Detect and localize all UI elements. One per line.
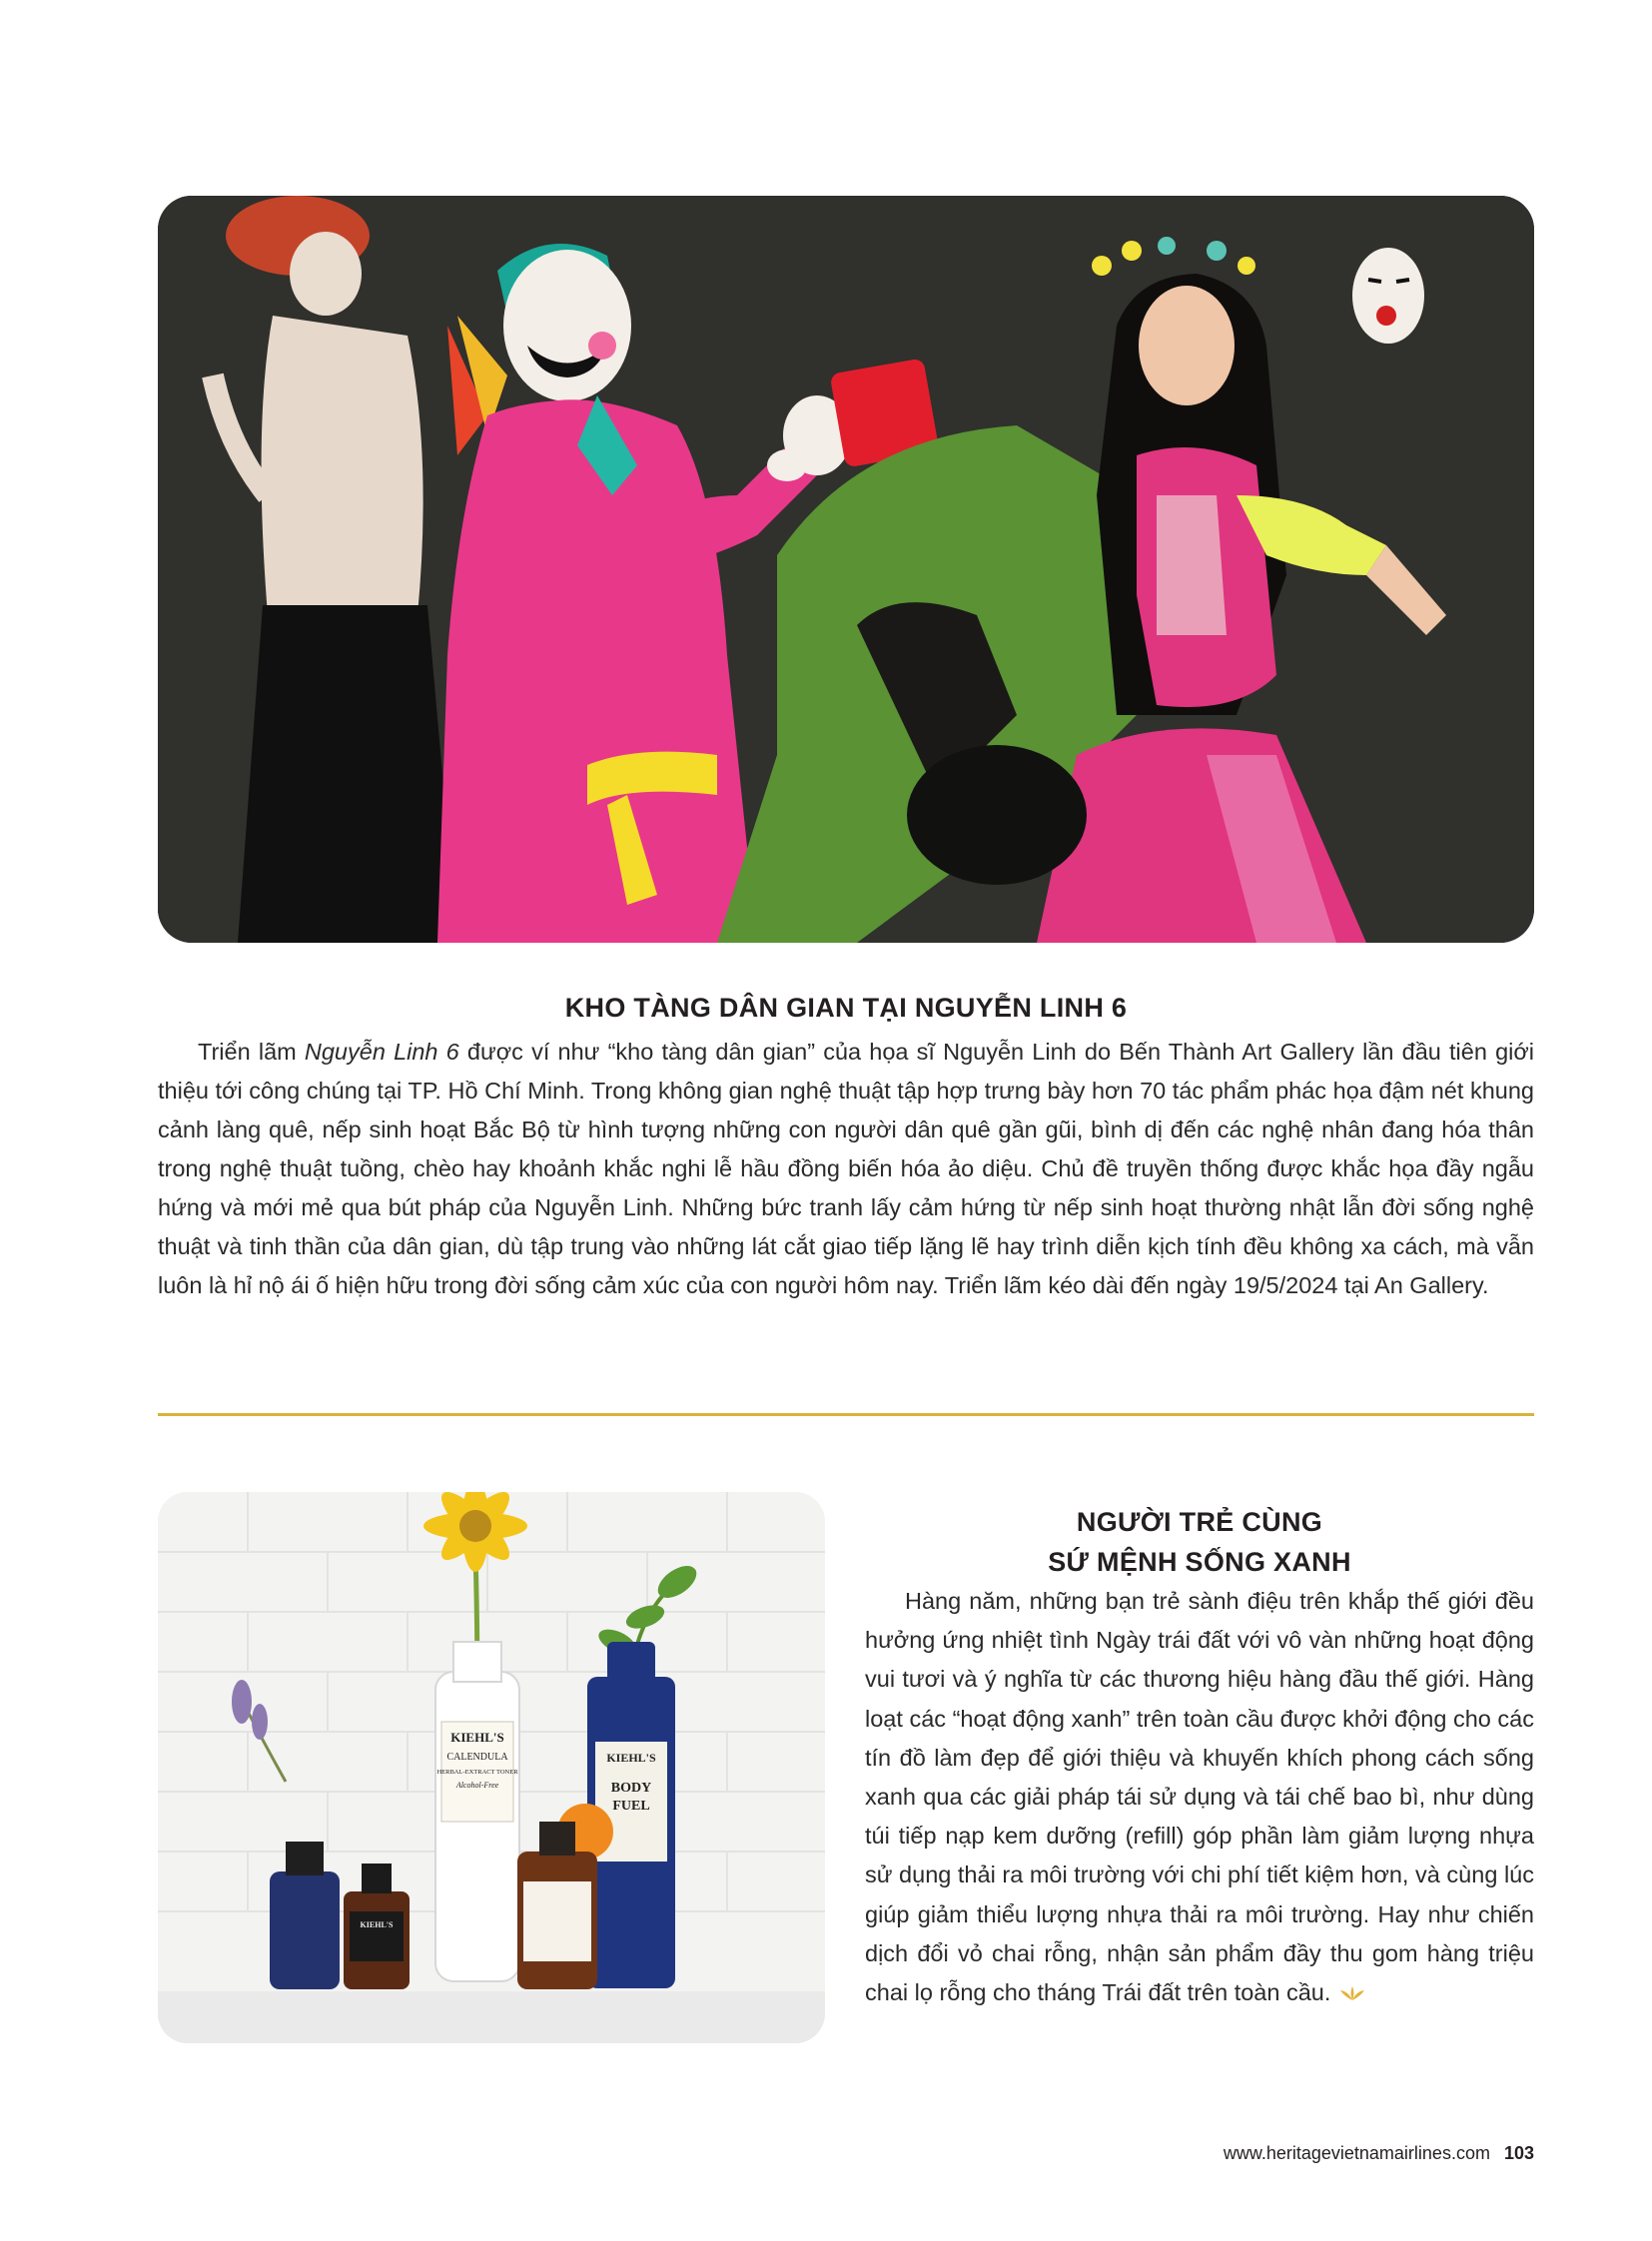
page-number: 103: [1503, 2143, 1534, 2163]
body-fuel-label-1: BODY: [610, 1781, 652, 1796]
article-1-body-intro: Triển lãm: [198, 1039, 305, 1065]
lotus-end-icon: [1338, 1984, 1366, 2002]
article-1-body-text: được ví như “kho tàng dân gian” của họa sĩ Nguyễn Linh do Bến Thành Art Gallery lần đầu tiên giới thiệu tới công chúng tại TP. Hồ Chí Minh. Trong không gian nghệ thuật tập hợp trưng bày hơn 70 tác phẩm phác họa đậm nét khung cảnh làng quê, nếp sinh hoạt Bắc Bộ từ hình tượng những con người dân quê gần gũi, bình dị đến các nghệ nhân đang hóa thân trong nghệ thuật tuồng, chèo hay khoảnh khắc nghi lễ hầu đồng biến hóa ảo diệu. Chủ đề truyền thống được khắc họa đầy ngẫu hứng và mới mẻ qua bút pháp của Nguyễn Linh. Những bức tranh lấy cảm hứng từ nếp sinh hoạt thường nhật lẫn đời sống nghệ thuật và tinh thần của dân gian, dù tập trung vào những lát cắt giao tiếp lặng lẽ hay trình diễn kịch tính đều không xa cách, mà vẫn luôn là hỉ nộ ái ố hiện hữu trong đời sống cảm xúc của con người hôm nay. Triển lãm kéo dài đến ngày 19/5/2024 tại An Gallery.: [158, 1039, 1535, 1298]
toner-name-label: CALENDULA: [446, 1752, 508, 1763]
toner-alcohol-free-label: Alcohol-Free: [455, 1781, 499, 1790]
article-2-body-text: Hàng năm, những bạn trẻ sành điệu trên khắp thế giới đều hưởng ứng nhiệt tình Ngày trái đất với vô vàn những hoạt động vui tươi và ý nghĩa từ các thương hiệu hàng đầu thế giới. Hàng loạt các “hoạt động xanh” trên toàn cầu được khởi động cho các tín đồ làm đẹp để giới thiệu và khuyến khích phong cách sống xanh qua các giải pháp tái sử dụng và tái chế bao bì, như dùng túi tiếp nạp kem dưỡng (refill) góp phần làm giảm lượng nhựa sử dụng thải ra môi trường với chi phí tiết kiệm hơn, và cùng lúc giúp giảm thiểu lượng nhựa thải ra môi trường. Hay như chiến dịch đổi vỏ chai rỗng, nhận sản phẩm đầy thu gom hàng triệu chai lọ rỗng cho tháng Trái đất trên toàn cầu.: [865, 1588, 1534, 2006]
article-2-title-line-1: NGƯỜI TRẺ CÙNG: [1076, 1507, 1323, 1537]
article-2-title-line-2: SỨ MỆNH SỐNG XANH: [1048, 1547, 1351, 1577]
article-1-body: [158, 1033, 1534, 1305]
section-divider: [158, 1413, 1534, 1416]
body-fuel-label-2: FUEL: [612, 1799, 650, 1814]
page-footer: [1224, 2143, 1534, 2164]
folk-art-painting: [158, 196, 1534, 943]
website-url: www.heritagevietnamairlines.com: [1223, 2143, 1490, 2163]
toner-subname-label: HERBAL-EXTRACT TONER: [436, 1769, 518, 1776]
toner-brand-label: KIEHL'S: [450, 1730, 504, 1745]
kiehls-products-photo: [158, 1492, 825, 2043]
article-1-title: KHO TÀNG DÂN GIAN TẠI NGUYỄN LINH 6: [564, 993, 1128, 1023]
exhibition-name: Nguyễn Linh 6: [304, 1039, 459, 1065]
article-2-body: [865, 1582, 1534, 2012]
article-2-title: [865, 1502, 1534, 1582]
serum-brand-label: KIEHL'S: [360, 1920, 394, 1929]
body-fuel-brand-label: KIEHL'S: [606, 1751, 656, 1765]
